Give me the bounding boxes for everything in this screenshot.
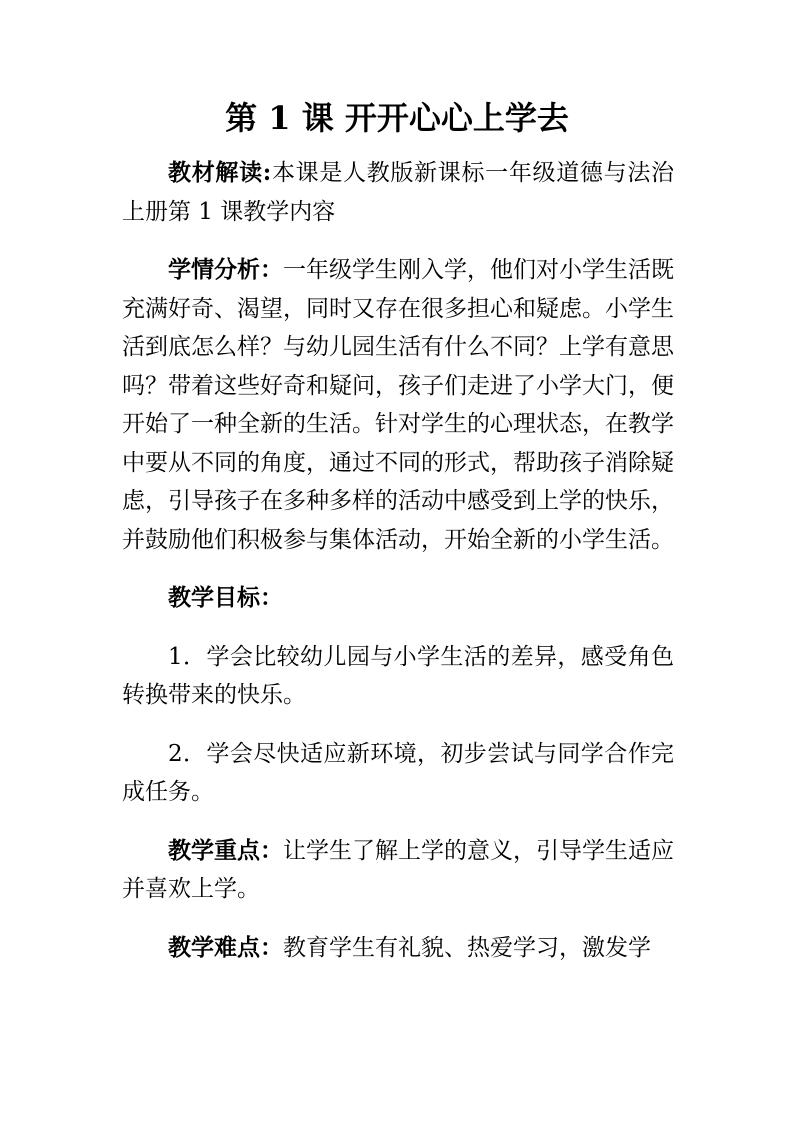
document-body [122,154,674,967]
key-points-label: 教学重点： [168,836,283,864]
difficulties-paragraph [122,929,674,968]
difficulties-text: 教育学生有礼貌、热爱学习，激发学 [283,934,651,961]
goal-item: 2．学会尽快适应新环境，初步尝试与同学合作完成任务。 [122,740,674,805]
lesson-title: 第 1 课 开开心心上学去 [225,99,569,137]
analysis-text: 一年级学生刚入学，他们对小学生活既充满好奇、渴望，同时又存在很多担心和疑虑。小学生活到底怎么样？与幼儿园生活有什么不同？上学有意思吗？带着这些好奇和疑问，孩子们走进了小学大门，便开始了一种全新的生活。针对学生的心理状态，在教学中要从不同的角度，通过不同的形式，帮助孩子消除疑虑，引导孩子在多种多样的活动中感受到上学的快乐，并鼓励他们积极参与集体活动，开始全新的小学生活。 [122,257,674,553]
goals-label: 教学目标： [168,584,283,611]
goals-heading-paragraph [122,579,674,618]
textbook-paragraph [122,154,674,231]
textbook-label: 教材解读: [168,159,272,186]
analysis-label: 学情分析： [168,256,283,283]
difficulties-label: 教学难点： [168,933,283,961]
key-points-paragraph [122,832,674,909]
goal-item: 1．学会比较幼儿园与小学生活的差异，感受角色转换带来的快乐。 [122,643,674,708]
analysis-paragraph [122,251,674,559]
key-points-text: 让学生了解上学的意义，引导学生适应并喜欢上学。 [122,837,674,902]
textbook-text: 本课是人教版新课标一年级道德与法治上册第 1 课教学内容 [122,160,675,225]
